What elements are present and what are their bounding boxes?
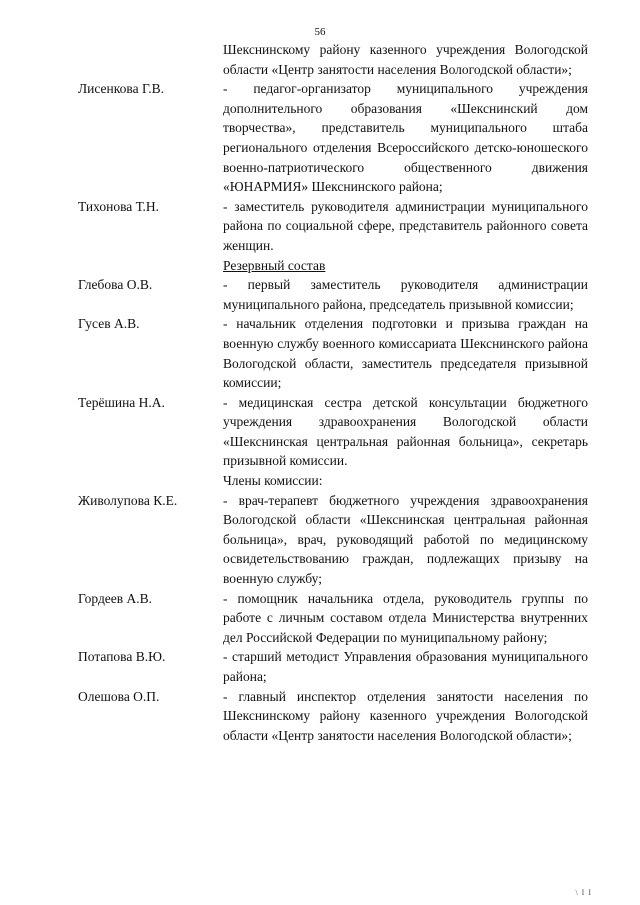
reserve-heading: Резервный состав <box>223 257 326 273</box>
member-name: Гордеев А.В. <box>78 590 153 606</box>
member-name: Тихонова Т.Н. <box>78 198 160 214</box>
page-number: 56 <box>314 26 326 38</box>
document-body <box>78 40 588 745</box>
member-name: Терёшина Н.А. <box>78 394 165 410</box>
member-name: Гусев А.В. <box>78 316 140 332</box>
member-name: Глебова О.В. <box>78 277 153 293</box>
member-description: - старший методист Управления образования муниципального района; <box>223 649 588 684</box>
member-row <box>78 589 588 648</box>
member-row <box>78 687 588 746</box>
member-name: Живолупова К.Е. <box>78 492 178 508</box>
member-row <box>78 314 588 392</box>
footer-mark: \ I I <box>575 888 592 897</box>
member-description: - первый заместитель руководителя администрации муниципального района, председатель призывной комиссии; <box>223 277 588 312</box>
member-row <box>78 79 588 197</box>
member-description: - врач-терапевт бюджетного учреждения здравоохранения Вологодской области «Шекснинская центральная районная больница», врач, руководящий работой по медицинскому освидетельствованию граждан, подлежащих призыву на военную службу; <box>223 492 588 587</box>
member-description: - заместитель руководителя администрации муниципального района по социальной сфере, представитель районного совета женщин. <box>223 198 588 253</box>
member-description: - медицинская сестра детской консультации бюджетного учреждения здравоохранения Вологодской области «Шекснинская центральная районная больница», секретарь призывной комиссии. <box>223 394 588 469</box>
member-name: Олешова О.П. <box>78 688 160 704</box>
member-row <box>78 197 588 256</box>
member-description: - начальник отделения подготовки и призыва граждан на военную службу военного комиссариата Шекснинского района Вологодской области, заместитель председателя призывной комиссии; <box>223 316 588 391</box>
member-description: - главный инспектор отделения занятости населения по Шекснинскому району казенного учреждения Вологодской области «Центр занятости населения Вологодской области»; <box>223 688 588 743</box>
member-row <box>78 393 588 471</box>
members-heading: Члены комиссии: <box>223 473 323 489</box>
member-name: Потапова В.Ю. <box>78 649 166 665</box>
member-description: - педагог-организатор муниципального учреждения дополнительного образования «Шекснинский дом творчества», представитель муниципального штаба регионального отделения Всероссийского детско-юношеского военно-патриотического общественного движения «ЮНАРМИЯ» Шекснинского района; <box>223 81 588 195</box>
intro-continuation-row <box>78 40 588 79</box>
member-description: - помощник начальника отдела, руководитель группы по работе с личным составом отдела Министерства внутренних дел Российской Федерации по муниципальному району; <box>223 590 588 645</box>
member-description: Шекснинскому району казенного учреждения Вологодской области «Центр занятости населения Вологодской области»; <box>223 42 588 77</box>
member-row <box>78 275 588 314</box>
member-name: Лисенкова Г.В. <box>78 81 164 97</box>
member-row <box>78 647 588 686</box>
member-row <box>78 491 588 589</box>
